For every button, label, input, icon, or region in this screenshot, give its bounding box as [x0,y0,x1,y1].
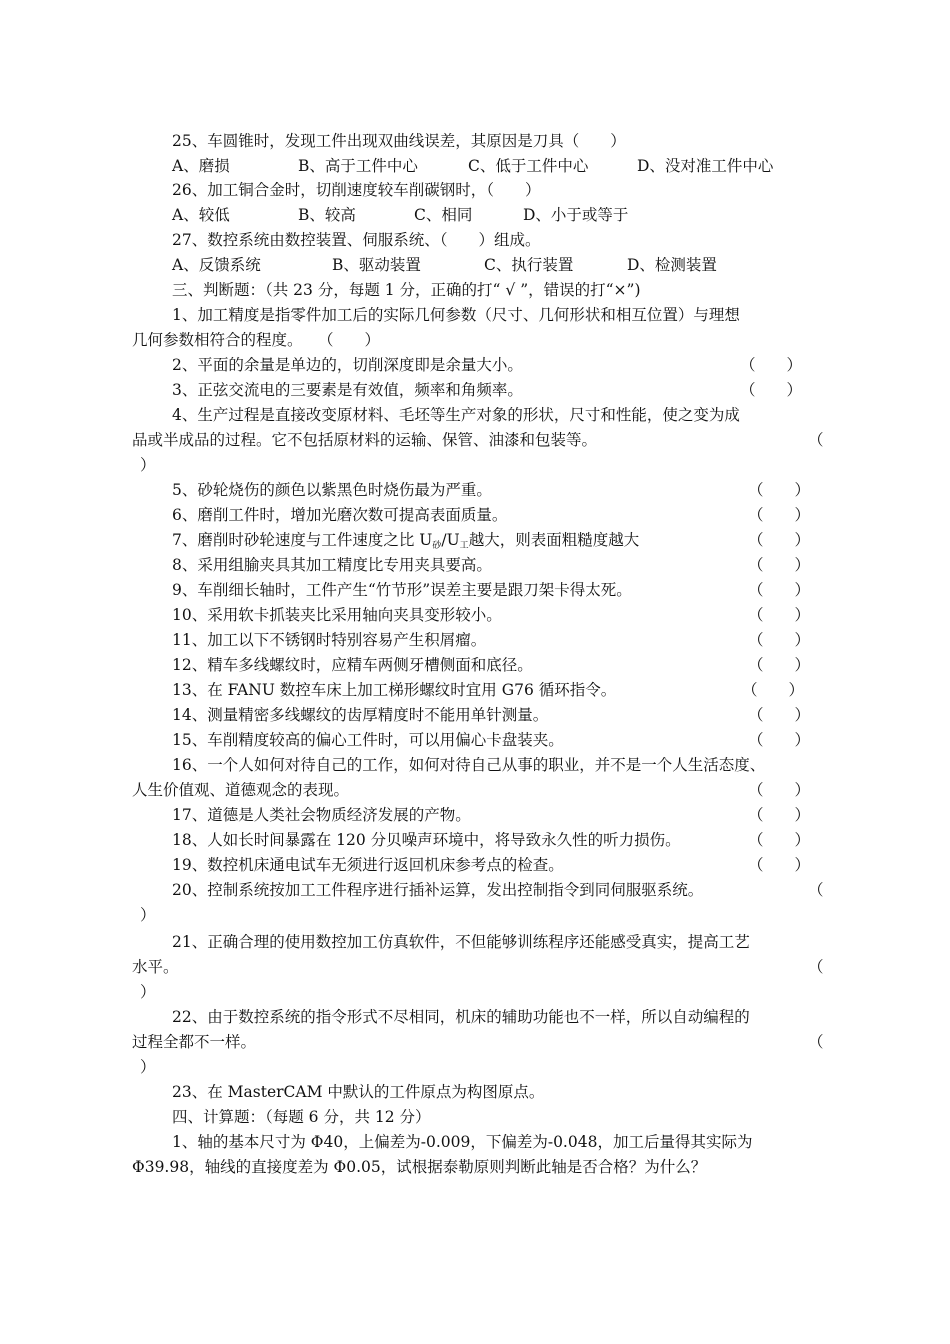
judge-10: 10、采用软卡抓装夹比采用轴向夹具变形较小。 [172,606,502,624]
judge-14-blank: （ ） [748,706,811,724]
judge-12: 12、精车多线螺纹时，应精车两侧牙槽侧面和底径。 [172,656,533,674]
calc-1-line2: Φ39.98，轴线的直接度差为 Φ0.05，试根据泰勒原则判断此轴是否合格？为什么？ [132,1158,707,1176]
judge-12-blank: （ ） [748,656,811,674]
q25-option-b: B、高于工件中心 [298,157,418,175]
judge-22-blank-close: ） [140,1058,156,1076]
q27-option-a: A、反馈系统 [172,256,261,274]
judge-16-blank: （ ） [748,781,811,799]
judge-4-blank-open: （ [808,431,824,449]
judge-20-blank-open: （ [808,881,824,899]
q26-option-c: C、相同 [414,206,473,224]
judge-13: 13、在 FANU 数控车床上加工梯形螺纹时宜用 G76 循环指令。 [172,681,617,699]
judge-8-blank: （ ） [748,556,811,574]
judge-23: 23、在 MasterCAM 中默认的工件原点为构图原点。 [172,1083,545,1101]
judge-8: 8、采用组腧夹具其加工精度比专用夹具要高。 [172,556,492,574]
judge-22-blank-open: （ [808,1033,824,1051]
judge-22-line2: 过程全都不一样。 [132,1033,257,1051]
judge-1-line1: 1、加工精度是指零件加工后的实际几何参数（尺寸、几何形状和相互位置）与理想 [172,306,740,324]
section-4-title: 四、计算题：（每题 6 分，共 12 分） [172,1108,431,1126]
calc-1-line1: 1、轴的基本尺寸为 Φ40，上偏差为-0.009，下偏差为-0.048，加工后量得其实际为 [172,1133,753,1151]
judge-3: 3、正弦交流电的三要素是有效值，频率和角频率。 [172,381,523,399]
judge-10-blank: （ ） [748,606,811,624]
judge-21-line2: 水平。 [132,958,179,976]
judge-4-line1: 4、生产过程是直接改变原材料、毛坯等生产对象的形状，尺寸和性能，使之变为成 [172,406,740,424]
judge-19: 19、数控机床通电试车无须进行返回机床参考点的检查。 [172,856,564,874]
judge-2-blank: （ ） [740,356,803,374]
judge-4-line2: 品或半成品的过程。它不包括原材料的运输、保管、油漆和包装等。 [132,431,598,449]
judge-6: 6、磨削工件时，增加光磨次数可提高表面质量。 [172,506,508,524]
judge-19-blank: （ ） [748,856,811,874]
judge-20-blank-close: ） [140,906,156,924]
judge-1-line2: 几何参数相符合的程度。 （ ） [132,331,381,349]
judge-15-blank: （ ） [748,731,811,749]
q27-option-b: B、驱动装置 [332,256,421,274]
judge-7: 7、磨削时砂轮速度与工件速度之比 $U_砂/U_工$越大，则表面粗糙度越大 [172,531,640,551]
judge-11: 11、加工以下不锈钢时特别容易产生积屑瘤。 [172,631,487,649]
judge-17-blank: （ ） [748,806,811,824]
judge-9: 9、车削细长轴时，工件产生“竹节形”误差主要是跟刀架卡得太死。 [172,581,632,599]
judge-11-blank: （ ） [748,631,811,649]
judge-5-blank: （ ） [748,481,811,499]
judge-2: 2、平面的余量是单边的，切削深度即是余量大小。 [172,356,523,374]
judge-22-line1: 22、由于数控系统的指令形式不尽相同，机床的辅助功能也不一样，所以自动编程的 [172,1008,750,1026]
q25-option-d: D、没对准工件中心 [637,157,774,175]
q26-option-d: D、小于或等于 [523,206,629,224]
q25-option-a: A、磨损 [172,157,230,175]
judge-14: 14、测量精密多线螺纹的齿厚精度时不能用单针测量。 [172,706,549,724]
section-3-title: 三、判断题：（共 23 分，每题 1 分，正确的打“ √ ”，错误的打“×”) [172,281,641,299]
judge-4-blank-close: ） [140,456,156,474]
judge-16-line2: 人生价值观、道德观念的表现。 [132,781,350,799]
judge-18: 18、人如长时间暴露在 120 分贝噪声环境中，将导致永久性的听力损伤。 [172,831,681,849]
judge-20: 20、控制系统按加工工件程序进行插补运算，发出控制指令到同伺服驱系统。 [172,881,704,899]
judge-3-blank: （ ） [740,381,803,399]
judge-6-blank: （ ） [748,506,811,524]
judge-5: 5、砂轮烧伤的颜色以紫黑色时烧伤最为严重。 [172,481,492,499]
judge-18-blank: （ ） [748,831,811,849]
judge-15: 15、车削精度较高的偏心工件时，可以用偏心卡盘装夹。 [172,731,564,749]
q25-option-c: C、低于工件中心 [468,157,589,175]
judge-17: 17、道德是人类社会物质经济发展的产物。 [172,806,471,824]
judge-21-blank-close: ） [140,983,156,1001]
judge-13-blank: （ ） [742,681,805,699]
q26-option-a: A、较低 [172,206,230,224]
judge-21-line1: 21、正确合理的使用数控加工仿真软件，不但能够训练程序还能感受真实，提高工艺 [172,933,750,951]
q26-option-b: B、较高 [298,206,356,224]
judge-21-blank-open: （ [808,958,824,976]
question-26-stem: 26、加工铜合金时，切削速度较车削碳钢时，（ ） [172,181,541,199]
question-25-stem: 25、车圆锥时，发现工件出现双曲线误差，其原因是刀具（ ） [172,132,626,150]
judge-9-blank: （ ） [748,581,811,599]
question-27-stem: 27、数控系统由数控装置、伺服系统、（ ）组成。 [172,231,541,249]
judge-7-blank: （ ） [748,531,811,549]
q27-option-c: C、执行装置 [484,256,574,274]
judge-16-line1: 16、一个人如何对待自己的工作，如何对待自己从事的职业，并不是一个人生活态度、 [172,756,766,774]
q27-option-d: D、检测装置 [627,256,717,274]
